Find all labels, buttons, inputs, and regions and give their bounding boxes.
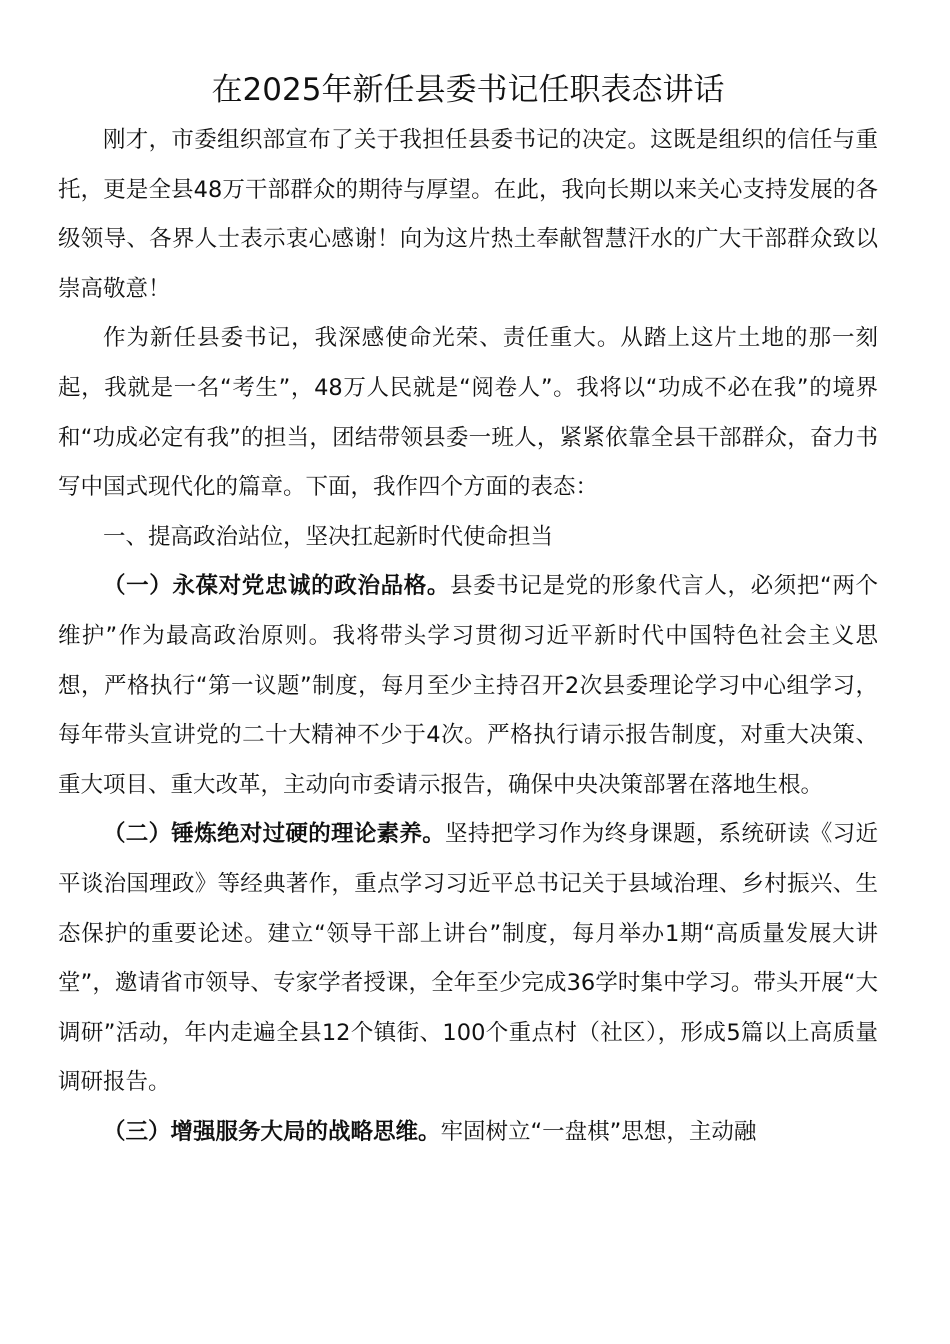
subsection-title: （一）永葆对党忠诚的政治品格。 [103,573,450,600]
intro-paragraph: 刚才，市委组织部宣布了关于我担任县委书记的决定。这既是组织的信任与重托，更是全县48万干部群众的期待与厚望。在此，我向长期以来关心支持发展的各级领导、各界人士表示衷心感谢！向为这片热土奉献智慧汗水的广大干部群众致以崇高敬意！ [58,127,878,302]
subsection-body: 牢固树立“一盘棋”思想，主动融 [440,1118,757,1145]
commitment-paragraph: 作为新任县委书记，我深感使命光荣、责任重大。从踏上这片土地的那一刻起，我就是一名“考生”，48万人民就是“阅卷人”。我将以“功成不必在我”的境界和“功成必定有我”的担当，团结带领县委一班人，紧紧依靠全县干部群众，奋力书写中国式现代化的篇章。下面，我作四个方面的表态： [58,325,878,501]
subsection-title: （二）锤炼绝对过硬的理论素养。 [103,821,446,848]
subsection-title: （三）增强服务大局的战略思维。 [103,1118,441,1145]
subsection-paragraph [58,562,878,810]
subsection-body: 坚持把学习作为终身课题，系统研读《习近平谈治国理政》等经典著作，重点学习习近平总书记关于县域治理、乡村振兴、生态保护的重要论述。建立“领导干部上讲台”制度，每月举办1期“高质量发展大讲堂”，邀请省市领导、专家学者授课，全年至少完成36学时集中学习。带头开展“大调研”活动，年内走遍全县12个镇街、100个重点村（社区），形成5篇以上高质量调研报告。 [58,821,878,1096]
document-title: 在2025年新任县委书记任职表态讲话 [211,72,725,108]
section-heading: 一、提高政治站位，坚决扛起新时代使命担当 [103,523,554,550]
subsection-paragraph [58,1108,878,1158]
subsection-paragraph [58,810,878,1108]
subsection-body: 县委书记是党的形象代言人，必须把“两个维护”作为最高政治原则。我将带头学习贯彻习近平新时代中国特色社会主义思想，严格执行“第一议题”制度，每月至少主持召开2次县委理论学习中心组学习，每年带头宣讲党的二十大精神不少于4次。严格执行请示报告制度，对重大决策、重大项目、重大改革，主动向市委请示报告，确保中央决策部署在落地生根。 [58,573,878,798]
